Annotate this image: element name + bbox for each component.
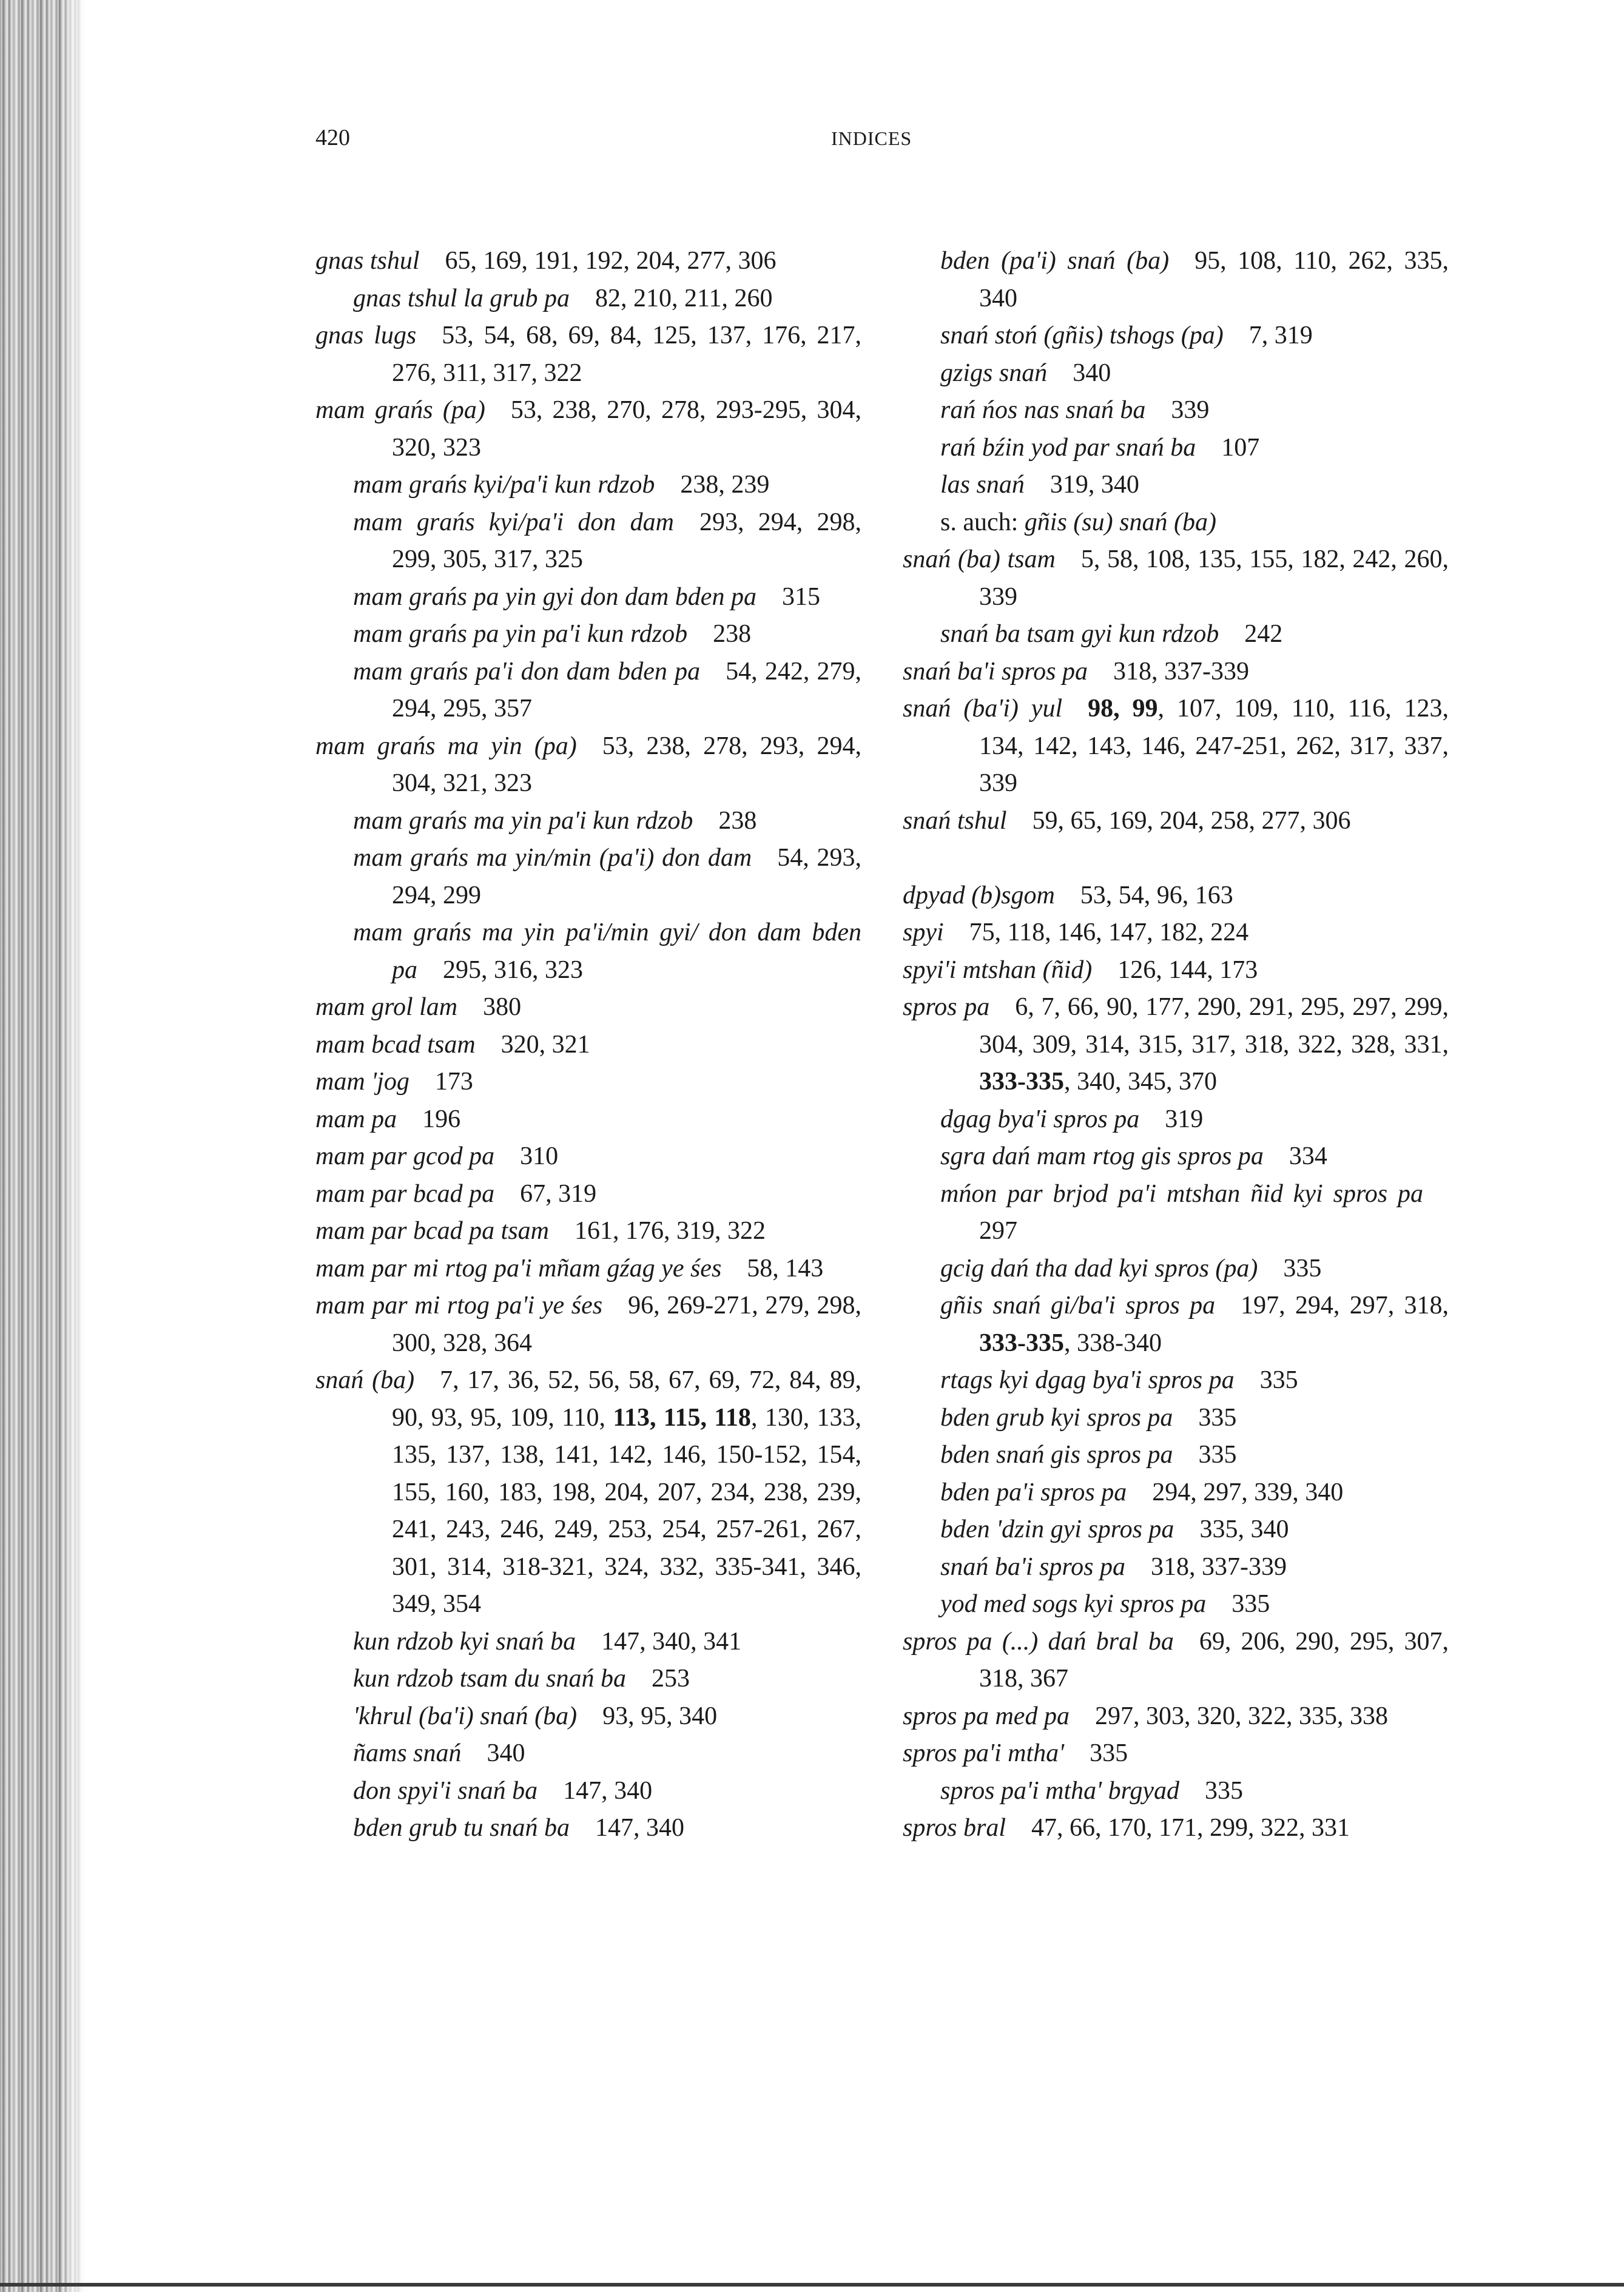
index-entry <box>315 392 861 467</box>
index-subentry <box>315 1735 861 1773</box>
running-head: INDICES <box>831 127 912 149</box>
index-term-text: gnas tshul <box>315 247 420 275</box>
index-subentry <box>315 840 861 914</box>
page-refs: 320, 321 <box>500 1030 590 1059</box>
page-refs: 82, 210, 211, 260 <box>595 284 773 312</box>
index-term-text: mam par gcod pa <box>315 1142 495 1170</box>
index-term <box>315 1366 414 1394</box>
index-term-text: mam par bcad pa tsam <box>315 1217 549 1245</box>
index-entry <box>903 1735 1449 1773</box>
index-term <box>353 1739 462 1767</box>
page-refs: 6, 7, 66, 90, 177, 290, 291, 295, 297, 299, 304, 309, 314, 315, 317, 318, 322, 328, 331, <box>979 993 1449 1059</box>
page-refs: 126, 144, 173 <box>1117 956 1258 984</box>
page-refs: 334 <box>1289 1142 1327 1170</box>
page-refs: 297, 303, 320, 322, 335, 338 <box>1094 1702 1388 1730</box>
index-term <box>940 396 1145 424</box>
page-refs: 340 <box>487 1739 525 1767</box>
index-term-text: mam grańs kyi/pa'i don dam <box>353 508 674 536</box>
index-term-text: bden grub kyi spros pa <box>940 1403 1173 1432</box>
index-term-text: spros pa'i mtha' brgyad <box>940 1776 1180 1805</box>
index-term-text: bden pa'i spros pa <box>940 1478 1127 1506</box>
page-refs: , 340, 345, 370 <box>1064 1068 1217 1096</box>
index-term <box>903 1739 1064 1767</box>
index-term <box>353 1628 576 1656</box>
page-refs: 58, 143 <box>747 1254 824 1283</box>
index-term <box>940 1441 1173 1469</box>
index-entry <box>315 1138 861 1176</box>
index-term <box>315 1180 494 1208</box>
index-term-text: mam bcad tsam <box>315 1030 476 1059</box>
index-term <box>353 285 570 312</box>
index-term <box>903 993 989 1021</box>
index-term-text: mam grańs pa'i don dam bden pa <box>353 657 701 686</box>
page-refs: 335, 340 <box>1199 1515 1289 1543</box>
index-term-text: mam par mi rtog pa'i ye śes <box>315 1292 603 1320</box>
page-refs: 161, 176, 319, 322 <box>574 1217 766 1245</box>
page-refs: 318, 337-339 <box>1150 1552 1287 1581</box>
index-column-right <box>903 243 1449 1847</box>
index-term <box>940 1590 1206 1618</box>
page-refs: 173 <box>434 1068 473 1096</box>
page-refs: 335 <box>1198 1403 1237 1432</box>
index-term-text: gcig dań tha dad kyi spros (pa) <box>940 1254 1258 1283</box>
index-term <box>903 881 1055 909</box>
page-refs: 53, 54, 96, 163 <box>1080 881 1233 909</box>
index-term-text: mam grańs pa yin pa'i kun rdzob <box>353 620 688 648</box>
page-refs: 67, 319 <box>520 1179 597 1208</box>
page-refs: 96, 269-271, 279, 298, 300, 328, 364 <box>392 1292 861 1357</box>
index-term <box>903 918 944 946</box>
page-refs: 335 <box>1198 1441 1237 1469</box>
index-term <box>903 695 1062 723</box>
index-term-text: snań ba'i spros pa <box>903 657 1088 686</box>
index-term <box>940 359 1047 387</box>
index-term <box>903 1702 1070 1730</box>
index-subentry <box>903 1474 1449 1512</box>
page-refs-bold: 333-335 <box>979 1329 1064 1357</box>
page-refs: 318, 337-339 <box>1113 657 1249 686</box>
index-term-text: 'khrul (ba'i) snań (ba) <box>353 1702 578 1730</box>
index-subentry <box>903 1250 1449 1288</box>
page-refs: 53, 54, 68, 69, 84, 125, 137, 176, 217, 276, 311, 317, 322 <box>392 322 862 387</box>
page-refs-bold: 98, 99 <box>1088 695 1158 723</box>
index-entry <box>903 1698 1449 1736</box>
index-term-text: mam pa <box>315 1105 397 1133</box>
index-term-text: snań ba tsam gyi kun rdzob <box>940 620 1219 648</box>
index-subentry <box>903 355 1449 393</box>
page-refs: 47, 66, 170, 171, 299, 322, 331 <box>1031 1814 1350 1842</box>
index-term-text: kun rdzob tsam du snań ba <box>353 1665 626 1693</box>
page-refs-bold: 333-335 <box>979 1068 1064 1096</box>
page-refs: 238, 239 <box>680 471 770 499</box>
index-term-text: las snań <box>940 471 1025 499</box>
index-entry <box>315 243 861 280</box>
index-entry <box>315 1213 861 1250</box>
index-subentry <box>315 1773 861 1810</box>
index-term <box>353 844 752 872</box>
index-term-text: spros pa (...) dań bral ba <box>903 1627 1174 1656</box>
page-refs: 335 <box>1090 1739 1128 1767</box>
index-term <box>940 1366 1235 1394</box>
index-term-text: mam grańs ma yin pa'i/min gyi/ don dam bden pa <box>353 918 861 984</box>
index-subentry <box>903 616 1449 653</box>
page-refs: 59, 65, 169, 204, 258, 277, 306 <box>1032 806 1351 835</box>
index-term <box>315 1255 721 1283</box>
index-term <box>903 658 1088 686</box>
page-refs: 5, 58, 108, 135, 155, 182, 242, 260, 339 <box>979 545 1449 611</box>
index-subentry <box>315 467 861 504</box>
index-term <box>353 620 687 648</box>
index-term <box>315 322 416 349</box>
page-refs: 335 <box>1259 1366 1298 1394</box>
index-subentry <box>903 504 1449 542</box>
see-also-prefix: s. auch: <box>940 508 1025 536</box>
page-refs: , 107, 109, 110, 116, 123, 134, 142, 143, 146, 247-251, 262, 317, 337, 339 <box>979 695 1449 797</box>
index-term <box>315 247 420 275</box>
index-subentry <box>315 1810 861 1847</box>
book-spine-shadow <box>0 0 85 2292</box>
index-entry <box>903 989 1449 1101</box>
page-refs: 335 <box>1205 1776 1244 1805</box>
index-term <box>315 1031 476 1059</box>
index-term <box>353 658 700 686</box>
index-subentry <box>903 1511 1449 1549</box>
index-subentry <box>903 392 1449 430</box>
index-subentry <box>903 1287 1449 1362</box>
index-entry <box>903 690 1449 803</box>
index-term <box>315 993 457 1021</box>
page-refs: 242 <box>1244 620 1283 648</box>
index-subentry <box>315 579 861 616</box>
index-subentry <box>315 1623 861 1661</box>
page-refs: 380 <box>483 993 522 1021</box>
index-subentry <box>903 1400 1449 1437</box>
page-refs-bold: 113, 115, 118 <box>613 1403 751 1432</box>
index-term-text: dgag bya'i spros pa <box>940 1105 1140 1133</box>
index-entry <box>903 1810 1449 1847</box>
index-term-text: bden grub tu snań ba <box>353 1814 570 1842</box>
index-term-text: mam grańs ma yin/min (pa'i) don dam <box>353 844 752 872</box>
page-refs: 69, 206, 290, 295, 307, 318, 367 <box>979 1627 1449 1693</box>
page-refs: 147, 340 <box>595 1814 684 1842</box>
index-term-text: mam 'jog <box>315 1068 409 1096</box>
index-term <box>353 508 674 536</box>
page-refs: 339 <box>1171 396 1210 424</box>
index-entry <box>903 653 1449 691</box>
index-term <box>940 1255 1258 1283</box>
index-subentry <box>903 1549 1449 1586</box>
index-term-text: mam grańs (pa) <box>315 396 485 424</box>
entry-gap <box>903 840 1449 877</box>
index-term <box>940 434 1196 462</box>
index-term-text: mńon par brjod pa'i mtshan ñid kyi spros pa <box>940 1179 1423 1208</box>
index-term <box>315 1142 494 1170</box>
page-refs: 294, 297, 339, 340 <box>1152 1478 1344 1506</box>
page-refs: 253 <box>651 1665 690 1693</box>
index-subentry <box>315 504 861 579</box>
index-term-text: gnas tshul la grub pa <box>353 284 570 312</box>
index-term-text: mam grańs ma yin (pa) <box>315 732 577 760</box>
index-column-left <box>315 243 861 1847</box>
page-refs: 53, 238, 278, 293, 294, 304, 321, 323 <box>392 732 861 797</box>
index-term <box>315 1105 397 1133</box>
index-term <box>940 1292 1215 1320</box>
index-term-text: don spyi'i snań ba <box>353 1776 538 1805</box>
index-term <box>940 1142 1264 1170</box>
index-term <box>315 1217 549 1245</box>
index-term-text: spros pa'i mtha' <box>903 1739 1065 1767</box>
page-refs: 54, 293, 294, 299 <box>392 844 862 909</box>
index-term-text: snań (ba'i) yul <box>903 695 1063 723</box>
index-entry <box>315 1063 861 1101</box>
page-refs: 319 <box>1165 1105 1204 1133</box>
index-term <box>940 1404 1173 1432</box>
page-refs: 315 <box>781 582 820 611</box>
index-term <box>353 471 655 499</box>
index-term-text: dpyad (b)sgom <box>903 881 1055 909</box>
index-term <box>903 545 1056 573</box>
index-entry <box>315 1176 861 1213</box>
index-entry <box>315 1287 861 1362</box>
index-term-text: rtags kyi dgag bya'i spros pa <box>940 1366 1235 1394</box>
index-term <box>353 1777 537 1805</box>
index-term-text: bden 'dzin gyi spros pa <box>940 1515 1174 1543</box>
index-term-text: mam par bcad pa <box>315 1179 495 1208</box>
index-term-text: kun rdzob kyi snań ba <box>353 1627 576 1656</box>
index-term <box>353 1665 626 1693</box>
page-refs: 95, 108, 110, 262, 335, 340 <box>979 247 1449 312</box>
index-entry <box>315 1250 861 1288</box>
index-term-text: mam grańs pa yin gyi don dam bden pa <box>353 582 756 611</box>
index-term <box>940 247 1169 275</box>
index-term-text: snań tshul <box>903 806 1007 835</box>
index-entry <box>903 952 1449 989</box>
index-subentry <box>315 914 861 989</box>
index-subentry <box>903 1176 1449 1250</box>
page-refs: 7, 319 <box>1248 322 1313 349</box>
index-term <box>940 1515 1174 1543</box>
index-term <box>315 396 485 424</box>
index-term-text: spros pa med pa <box>903 1702 1070 1730</box>
index-term <box>903 1814 1006 1842</box>
index-term-text: yod med sogs kyi spros pa <box>940 1590 1207 1618</box>
index-term <box>315 1292 602 1320</box>
index-term <box>940 620 1219 648</box>
index-term <box>940 1105 1139 1133</box>
page-refs: 238 <box>718 806 757 835</box>
page-refs: 293, 294, 298, 299, 305, 317, 325 <box>392 508 861 573</box>
index-subentry <box>315 616 861 653</box>
index-subentry <box>903 1101 1449 1139</box>
index-term-text: gñis snań gi/ba'i spros pa <box>940 1292 1216 1320</box>
page-refs: 7, 17, 36, 52, 56, 58, 67, 69, 72, 84, 89, 90, 93, 95, 109, 110, <box>392 1366 861 1432</box>
index-subentry <box>903 1362 1449 1400</box>
index-subentry <box>903 1437 1449 1474</box>
index-term-text: mam par mi rtog pa'i mñam gźag ye śes <box>315 1254 722 1283</box>
index-term <box>940 1478 1127 1506</box>
index-term-text: snań (ba) <box>315 1366 415 1394</box>
scan-bottom-edge <box>0 2283 1624 2287</box>
index-entry <box>315 1362 861 1623</box>
index-subentry <box>315 653 861 728</box>
index-subentry <box>903 467 1449 504</box>
index-term <box>903 956 1092 984</box>
index-subentry <box>903 1138 1449 1176</box>
page-refs: 107 <box>1221 433 1260 462</box>
index-term-text: ñams snań <box>353 1739 462 1767</box>
page-number: 420 <box>315 125 350 150</box>
page-refs: , 338-340 <box>1064 1329 1162 1357</box>
index-term-text: bden snań gis spros pa <box>940 1441 1173 1469</box>
index-term <box>940 471 1025 499</box>
index-term-text: mam grańs ma yin pa'i kun rdzob <box>353 806 693 835</box>
page-refs: 197, 294, 297, 318, <box>1241 1292 1449 1320</box>
index-subentry <box>903 1586 1449 1623</box>
index-subentry <box>315 803 861 840</box>
page-refs: 147, 340, 341 <box>601 1627 742 1656</box>
index-term <box>903 807 1007 835</box>
page-refs: 310 <box>520 1142 559 1170</box>
page-refs: , 130, 133, 135, 137, 138, 141, 142, 146, 150-152, 154, 155, 160, 183, 198, 204, 207, 234, 238, 239, 241, 243, 246, 249, 253, 254, 257-261, 267, 301, 314, 318-321, 324, 332, 335-341, 346, 349, 354 <box>392 1403 861 1618</box>
index-term <box>353 1702 577 1730</box>
index-term-text: snań (ba) tsam <box>903 545 1056 573</box>
index-entry <box>315 1101 861 1139</box>
index-term <box>940 1180 1423 1208</box>
index-term <box>940 508 1216 536</box>
page-refs: 335 <box>1283 1254 1322 1283</box>
index-term-text: spyi'i mtshan (ñid) <box>903 956 1093 984</box>
page-refs: 93, 95, 340 <box>602 1702 718 1730</box>
index-term <box>315 1068 409 1096</box>
index-term <box>940 1777 1179 1805</box>
index-entry <box>903 803 1449 840</box>
page-refs: 340 <box>1073 359 1111 387</box>
index-term <box>353 583 756 611</box>
page-refs: 196 <box>422 1105 461 1133</box>
index-entry <box>315 1026 861 1064</box>
index-term <box>353 918 861 984</box>
page-refs: 54, 242, 279, 294, 295, 357 <box>392 657 862 723</box>
index-term-text: spyi <box>903 918 944 946</box>
index-subentry <box>315 1698 861 1736</box>
index-term-text: mam grol lam <box>315 993 458 1021</box>
index-term-text: bden (pa'i) snań (ba) <box>940 247 1170 275</box>
index-entry <box>903 1623 1449 1698</box>
index-entry <box>903 914 1449 952</box>
page-refs: 319, 340 <box>1050 471 1139 499</box>
index-term-text: sgra dań mam rtog gis spros pa <box>940 1142 1264 1170</box>
index-term-text: gnas lugs <box>315 322 417 349</box>
index-term-text: mam grańs kyi/pa'i kun rdzob <box>353 471 655 499</box>
index-term <box>353 807 693 835</box>
index-entry <box>315 317 861 392</box>
index-term-text: gñis (su) snań (ba) <box>1024 508 1216 536</box>
page-refs: 238 <box>713 620 752 648</box>
index-subentry <box>315 1660 861 1698</box>
page-refs: 147, 340 <box>563 1776 653 1805</box>
index-term <box>940 1553 1125 1581</box>
page-refs: 297 <box>979 1217 1017 1245</box>
index-subentry <box>315 280 861 318</box>
index-entry <box>903 541 1449 616</box>
index-term <box>903 1628 1174 1656</box>
page-refs: 53, 238, 270, 278, 293-295, 304, 320, 323 <box>392 396 861 462</box>
index-subentry <box>903 430 1449 467</box>
index-entry <box>903 877 1449 915</box>
index-term <box>315 732 577 760</box>
index-term-text: snań ba'i spros pa <box>940 1552 1125 1581</box>
index-entry <box>315 989 861 1026</box>
index-subentry <box>903 243 1449 317</box>
index-entry <box>315 728 861 803</box>
index-term <box>353 1814 570 1842</box>
page-refs: 295, 316, 323 <box>443 956 583 984</box>
index-term-text: spros bral <box>903 1814 1006 1842</box>
index-term-text: gzigs snań <box>940 359 1048 387</box>
index-term <box>940 322 1224 349</box>
index-term-text: snań stoń (gñis) tshogs (pa) <box>940 322 1224 349</box>
index-subentry <box>903 1773 1449 1810</box>
index-term-text: rań ńos nas snań ba <box>940 396 1146 424</box>
page-refs: 75, 118, 146, 147, 182, 224 <box>969 918 1249 946</box>
page-refs: 335 <box>1231 1590 1270 1618</box>
page-refs: 65, 169, 191, 192, 204, 277, 306 <box>445 247 777 275</box>
index-term-text: spros pa <box>903 993 990 1021</box>
index-subentry <box>903 317 1449 355</box>
index-term-text: rań bźin yod par snań ba <box>940 433 1196 462</box>
